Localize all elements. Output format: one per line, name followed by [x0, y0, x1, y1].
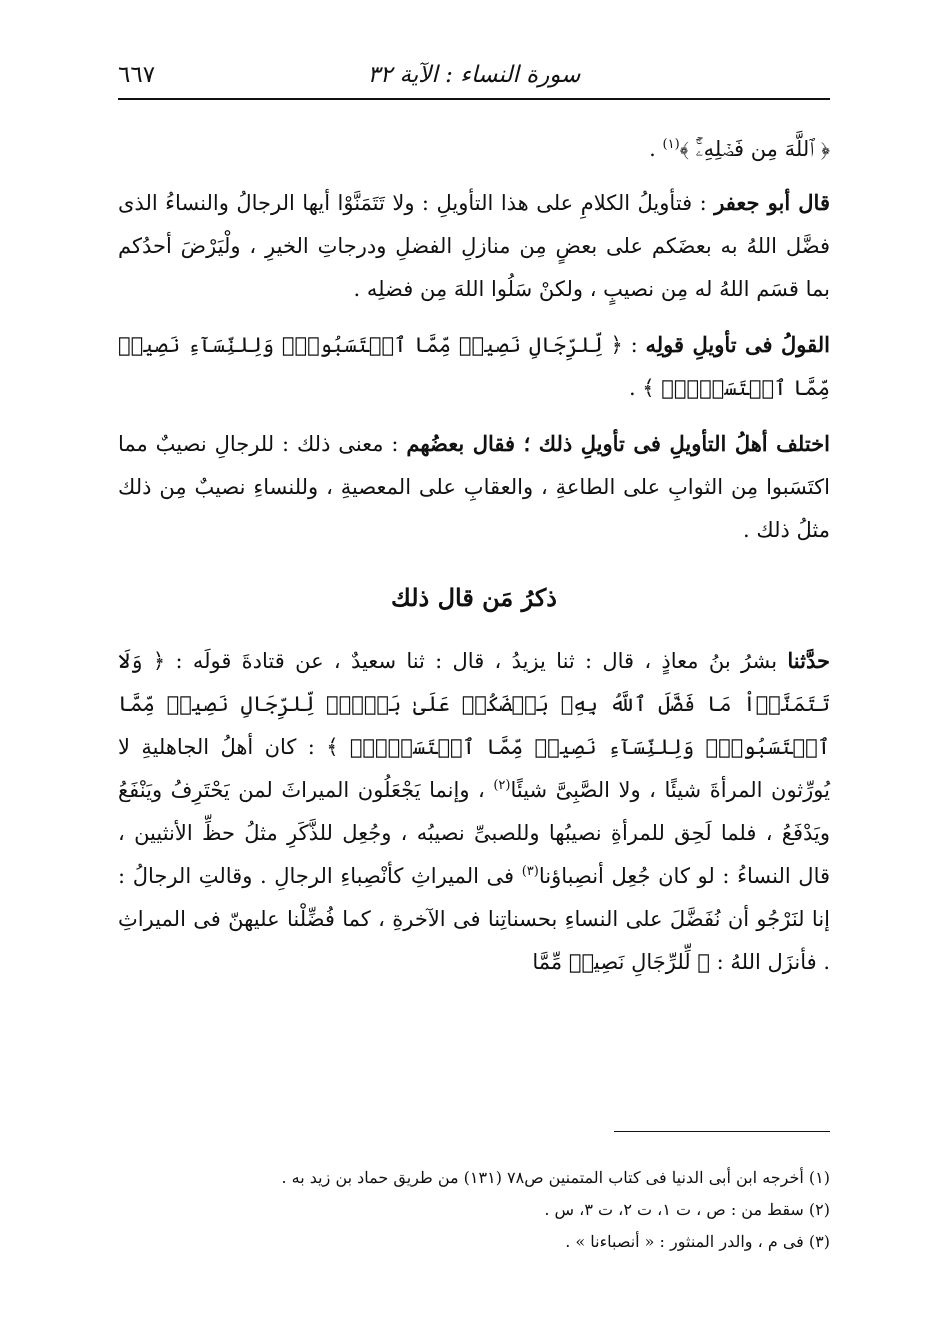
footnote-ref: (٢): [493, 778, 511, 793]
paragraph-disagreement: [118, 422, 830, 552]
running-header: [118, 58, 830, 98]
paragraph-lead: القولُ فى تأويلِ قولِه: [645, 332, 830, 357]
footnote: (١) أخرجه ابن أبى الدنيا فى كتاب المتمنين ص٧٨ (١٣١) من طريق حماد بن زيد به .: [281, 1168, 830, 1187]
section-heading: ذكرُ مَن قال ذلك: [391, 583, 557, 612]
paragraph-text: بشرُ بنُ معاذٍ ، قال : ثنا يزيدُ ، قال : ثنا سعيدٌ ، عن قتادةَ قولَه :: [165, 649, 788, 673]
running-title: سورة النساء : الآية ٣٢: [367, 62, 581, 88]
paragraph-lead: حدَّثنا: [787, 648, 830, 673]
footnote-rule: [614, 1131, 830, 1132]
quran-quote: ﴿ ٱللَّهَ مِن فَضۡلِهِۦٓۚ ﴾: [679, 137, 830, 161]
paragraph-tafsir-heading: [118, 323, 830, 410]
paragraph-text: ، وإنما يَجْعَلُون الميراثَ لمن يَحْتَرِفُ ويَنْفَعُ ويَدْفَعُ ، فلما لَحِق للمرأةِ نصيبُها وللصبىِّ نصيبُه ، وجُعِل للذَّكَرِ مثلُ حظِّ الأنثيين ، قال النساءُ : لو كان جُعِل أنصِباؤنا: [118, 778, 831, 888]
quran-quote: ﴿ لِّلرِّجَالِ نَصِيبٞ مِّمَّا ٱكۡتَسَبُواْۖ وَلِلنِّسَآءِ نَصِيبٞ مِّمَّا ٱكۡتَسَبۡنَۚ ﴾: [118, 333, 830, 400]
paragraph-text: :: [622, 333, 646, 357]
paragraph-text: : معنى ذلك : للرجالِ نصيبٌ مما اكتَسَبوا مِن الثوابِ على الطاعةِ ، والعقابِ على المعصيةِ ، وللنساءِ نصيبٌ مِن ذلك مثلُ ذلك .: [118, 432, 830, 542]
paragraph-abu-jafar: [118, 181, 830, 311]
header-rule: [118, 98, 830, 100]
footnote-ref: (٣): [521, 864, 539, 879]
paragraph-lead: قال أبو جعفر: [714, 190, 830, 215]
page-body: [118, 128, 830, 996]
quran-quote: ﴿ وَلَا تَتَمَنَّوۡاْ مَا فَضَّلَ ٱللَّهُ بِهِۦ بَعۡضَكُمۡ عَلَىٰ بَعۡضٖۚ لِّلرِّجَالِ نَصِيبٞ مِّمَّا ٱكۡتَسَبُواْۖ وَلِلنِّسَآءِ نَصِيبٞ مِّمَّا ٱكۡتَسَبۡنَۚ ﴾: [118, 649, 831, 759]
paragraph-text: : فتأويلُ الكلامِ على هذا التأويلِ : ولا تَتَمَنَّوْا أيها الرجالُ والنساءُ الذى فضَّل اللهُ به بعضَكم على بعضٍ مِن منازلِ الفضلِ ودرجاتِ الخيرِ ، ولْيَرْضَ أحدُكم بما قسَم اللهُ له مِن نصيبٍ ، ولكنْ سَلُوا اللهَ مِن فضلِه .: [118, 191, 830, 301]
paragraph-text: .: [628, 376, 643, 400]
quran-quote: ﴿ لِّلرِّجَالِ نَصِيبٞ مِّمَّا: [532, 950, 710, 974]
page-number: ٦٦٧: [118, 62, 156, 88]
footnote: (٢) سقط من : ص ، ت ١، ت ٢، ت ٣، س .: [544, 1200, 830, 1219]
paragraph-text: فى الميراثِ كأنْصِباءِ الرجالِ . وقالتِ الرجالُ : إنا لنَرْجُو أن نُفَضَّلَ على النساءِ بحسناتِنا فى الآخرةِ ، كما فُضِّلْنا عليهنّ فى الميراثِ . فأنزَل اللهُ :: [118, 864, 830, 974]
paragraph-text: : كان أهلُ الجاهليةِ لا يُورِّثون المرأةَ شيئًا ، ولا الصَّبِىَّ شيئًا: [118, 735, 830, 802]
paragraph-text: .: [649, 137, 663, 161]
paragraph-narration: [118, 639, 830, 984]
paragraph-lead: اختلف أهلُ التأويلِ فى تأويلِ ذلك ؛ فقال بعضُهم: [406, 431, 830, 456]
paragraph-verse-end: [118, 128, 830, 171]
footnote: (٣) فى م ، والدر المنثور : « أنصباءنا » .: [565, 1232, 830, 1251]
footnotes: [118, 1162, 830, 1258]
footnote-ref: (١): [662, 137, 680, 152]
